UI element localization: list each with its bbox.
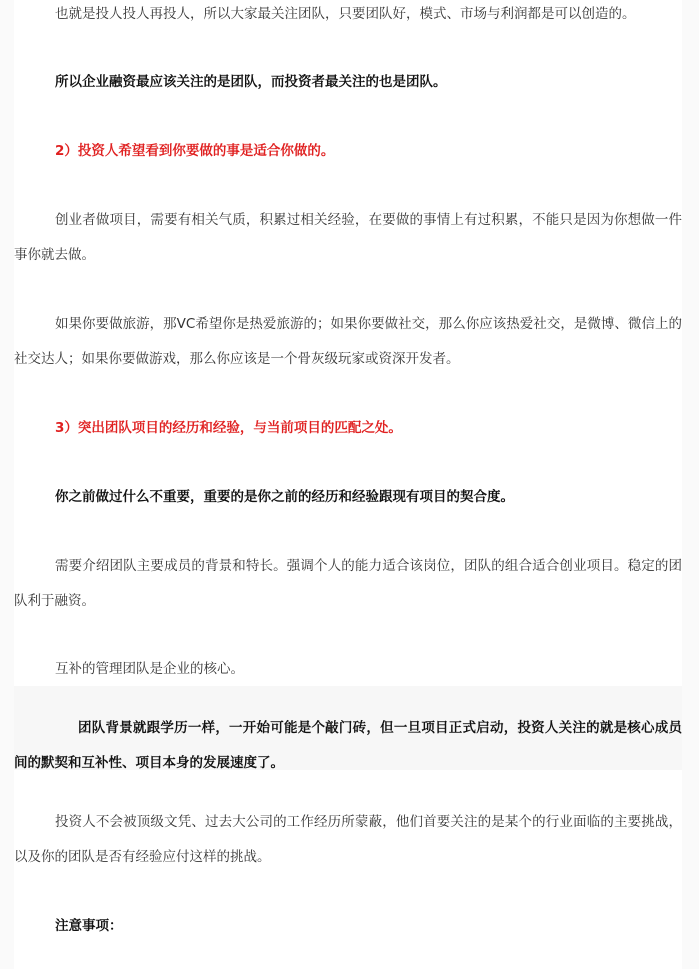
paragraph-complementary-team: 互补的管理团队是企业的核心。 — [55, 661, 244, 677]
heading-point-2: 2）投资人希望看到你要做的事是适合你做的。 — [55, 143, 335, 159]
paragraph-team-background: 需要介绍团队主要成员的背景和特长。强调个人的能力适合该岗位，团队的组合适合创业项目。稳定的团队利于融资。 — [14, 558, 682, 609]
paragraph-financing-team-bold: 所以企业融资最应该关注的是团队，而投资者最关注的也是团队。 — [55, 74, 447, 90]
paragraph-founder-experience: 创业者做项目，需要有相关气质，积累过相关经验，在要做的事情上有过积累，不能只是因为你想做一件事你就去做。 — [14, 212, 682, 263]
paragraph-vc-expectations: 如果你要做旅游，那VC希望你是热爱旅游的；如果你要做社交，那么你应该热爱社交，是微博、微信上的社交达人；如果你要做游戏，那么你应该是一个骨灰级玩家或资深开发者。 — [14, 316, 682, 367]
heading-notes: 注意事项： — [55, 918, 123, 934]
paragraph-team-priority: 也就是投人投人再投人，所以大家最关注团队，只要团队好，模式、市场与利润都是可以创造的。 — [55, 6, 636, 22]
paragraph-experience-fit-bold: 你之前做过什么不重要，重要的是你之前的经历和经验跟现有项目的契合度。 — [55, 489, 514, 505]
paragraph-quote-team-background: 团队背景就跟学历一样，一开始可能是个敲门砖，但一旦项目正式启动，投资人关注的就是核心成员间的默契和互补性、项目本身的发展速度了。 — [14, 720, 682, 771]
paragraph-investor-focus: 投资人不会被顶级文凭、过去大公司的工作经历所蒙蔽，他们首要关注的是某个的行业面临的主要挑战，以及你的团队是否有经验应付这样的挑战。 — [14, 814, 682, 865]
heading-point-3: 3）突出团队项目的经历和经验，与当前项目的匹配之处。 — [55, 420, 402, 436]
